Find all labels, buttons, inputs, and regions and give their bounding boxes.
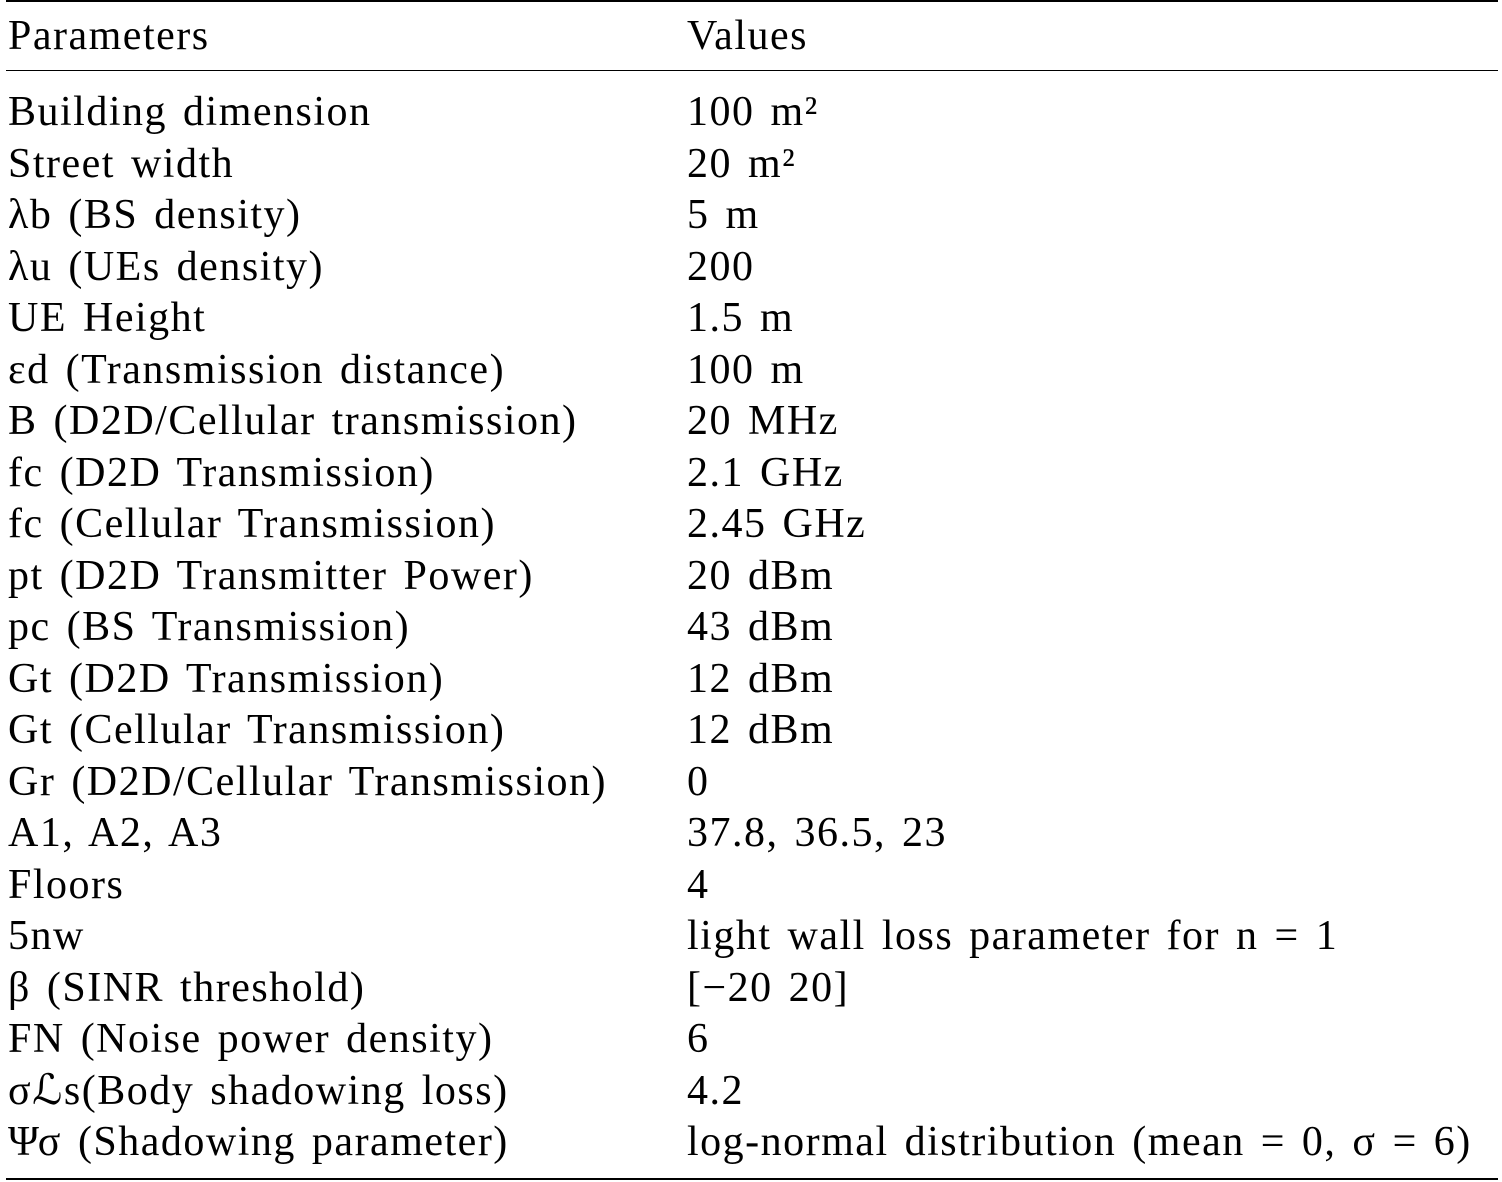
parameter-cell: fc (D2D Transmission) [8, 449, 435, 496]
table-row [0, 1013, 1502, 1064]
parameter-cell: 5nw [8, 913, 85, 959]
table-row [0, 344, 1502, 395]
parameter-cell: A1, A2, A3 [8, 810, 223, 856]
parameter-cell: pt (D2D Transmitter Power) [8, 552, 534, 599]
table-row [0, 704, 1502, 755]
parameter-cell: Floors [8, 861, 125, 908]
parameter-cell: λu (UEs density) [8, 243, 324, 290]
table-row [0, 910, 1502, 961]
value-cell: 43 dBm [687, 604, 835, 650]
parameter-cell: Ψσ (Shadowing parameter) [8, 1119, 509, 1165]
header-parameters: Parameters [8, 13, 210, 59]
table-row [0, 859, 1502, 910]
value-cell: 20 m² [687, 140, 797, 187]
value-cell: 4.2 [687, 1067, 744, 1114]
table-header-rule [6, 70, 1498, 71]
table-row [0, 962, 1502, 1013]
parameter-cell: Gr (D2D/Cellular Transmission) [8, 758, 607, 805]
value-cell: 0 [687, 758, 710, 805]
table-row [0, 601, 1502, 652]
parameter-cell: Gt (D2D Transmission) [8, 655, 445, 702]
parameter-cell: λb (BS density) [8, 192, 302, 238]
table-row [0, 86, 1502, 137]
table-row [0, 447, 1502, 498]
table-row [0, 498, 1502, 549]
value-cell: 37.8, 36.5, 23 [687, 810, 947, 856]
value-cell: 2.45 GHz [687, 501, 867, 547]
table-row [0, 653, 1502, 704]
table-row [0, 1116, 1502, 1167]
table-row [0, 756, 1502, 807]
parameter-cell: εd (Transmission distance) [8, 346, 506, 393]
table-bottom-rule [6, 1178, 1498, 1180]
value-cell: [−20 20] [687, 964, 850, 1011]
parameter-cell: B (D2D/Cellular transmission) [8, 398, 578, 444]
value-cell: 20 dBm [687, 552, 835, 599]
value-cell: light wall loss parameter for n = 1 [687, 913, 1339, 959]
value-cell: 100 m [687, 346, 805, 393]
parameter-cell: β (SINR threshold) [8, 964, 366, 1011]
table-row [0, 292, 1502, 343]
value-cell: 5 m [687, 192, 760, 238]
value-cell: 1.5 m [687, 295, 795, 341]
table-row [0, 395, 1502, 446]
value-cell: 4 [687, 861, 710, 908]
value-cell: 20 MHz [687, 398, 839, 444]
table-row [0, 241, 1502, 292]
table-row [0, 138, 1502, 189]
value-cell: 12 dBm [687, 707, 835, 753]
parameter-cell: σℒs(Body shadowing loss) [8, 1067, 509, 1114]
parameter-cell: Building dimension [8, 89, 372, 135]
parameter-cell: Gt (Cellular Transmission) [8, 707, 506, 753]
value-cell: 2.1 GHz [687, 449, 844, 496]
parameter-cell: pc (BS Transmission) [8, 604, 411, 650]
value-cell: 6 [687, 1016, 710, 1062]
table-row [0, 189, 1502, 240]
parameter-cell: fc (Cellular Transmission) [8, 501, 496, 547]
table-top-rule [6, 0, 1498, 2]
header-values: Values [687, 13, 808, 59]
table-row [0, 807, 1502, 858]
table-header [0, 10, 1502, 62]
parameter-cell: FN (Noise power density) [8, 1016, 494, 1062]
value-cell: 100 m² [687, 89, 819, 135]
value-cell: 200 [687, 243, 755, 290]
table-row [0, 1065, 1502, 1116]
parameter-cell: Street width [8, 140, 235, 187]
value-cell: log-normal distribution (mean = 0, σ = 6) [687, 1119, 1472, 1165]
table-row [0, 550, 1502, 601]
parameter-cell: UE Height [8, 295, 207, 341]
value-cell: 12 dBm [687, 655, 835, 702]
